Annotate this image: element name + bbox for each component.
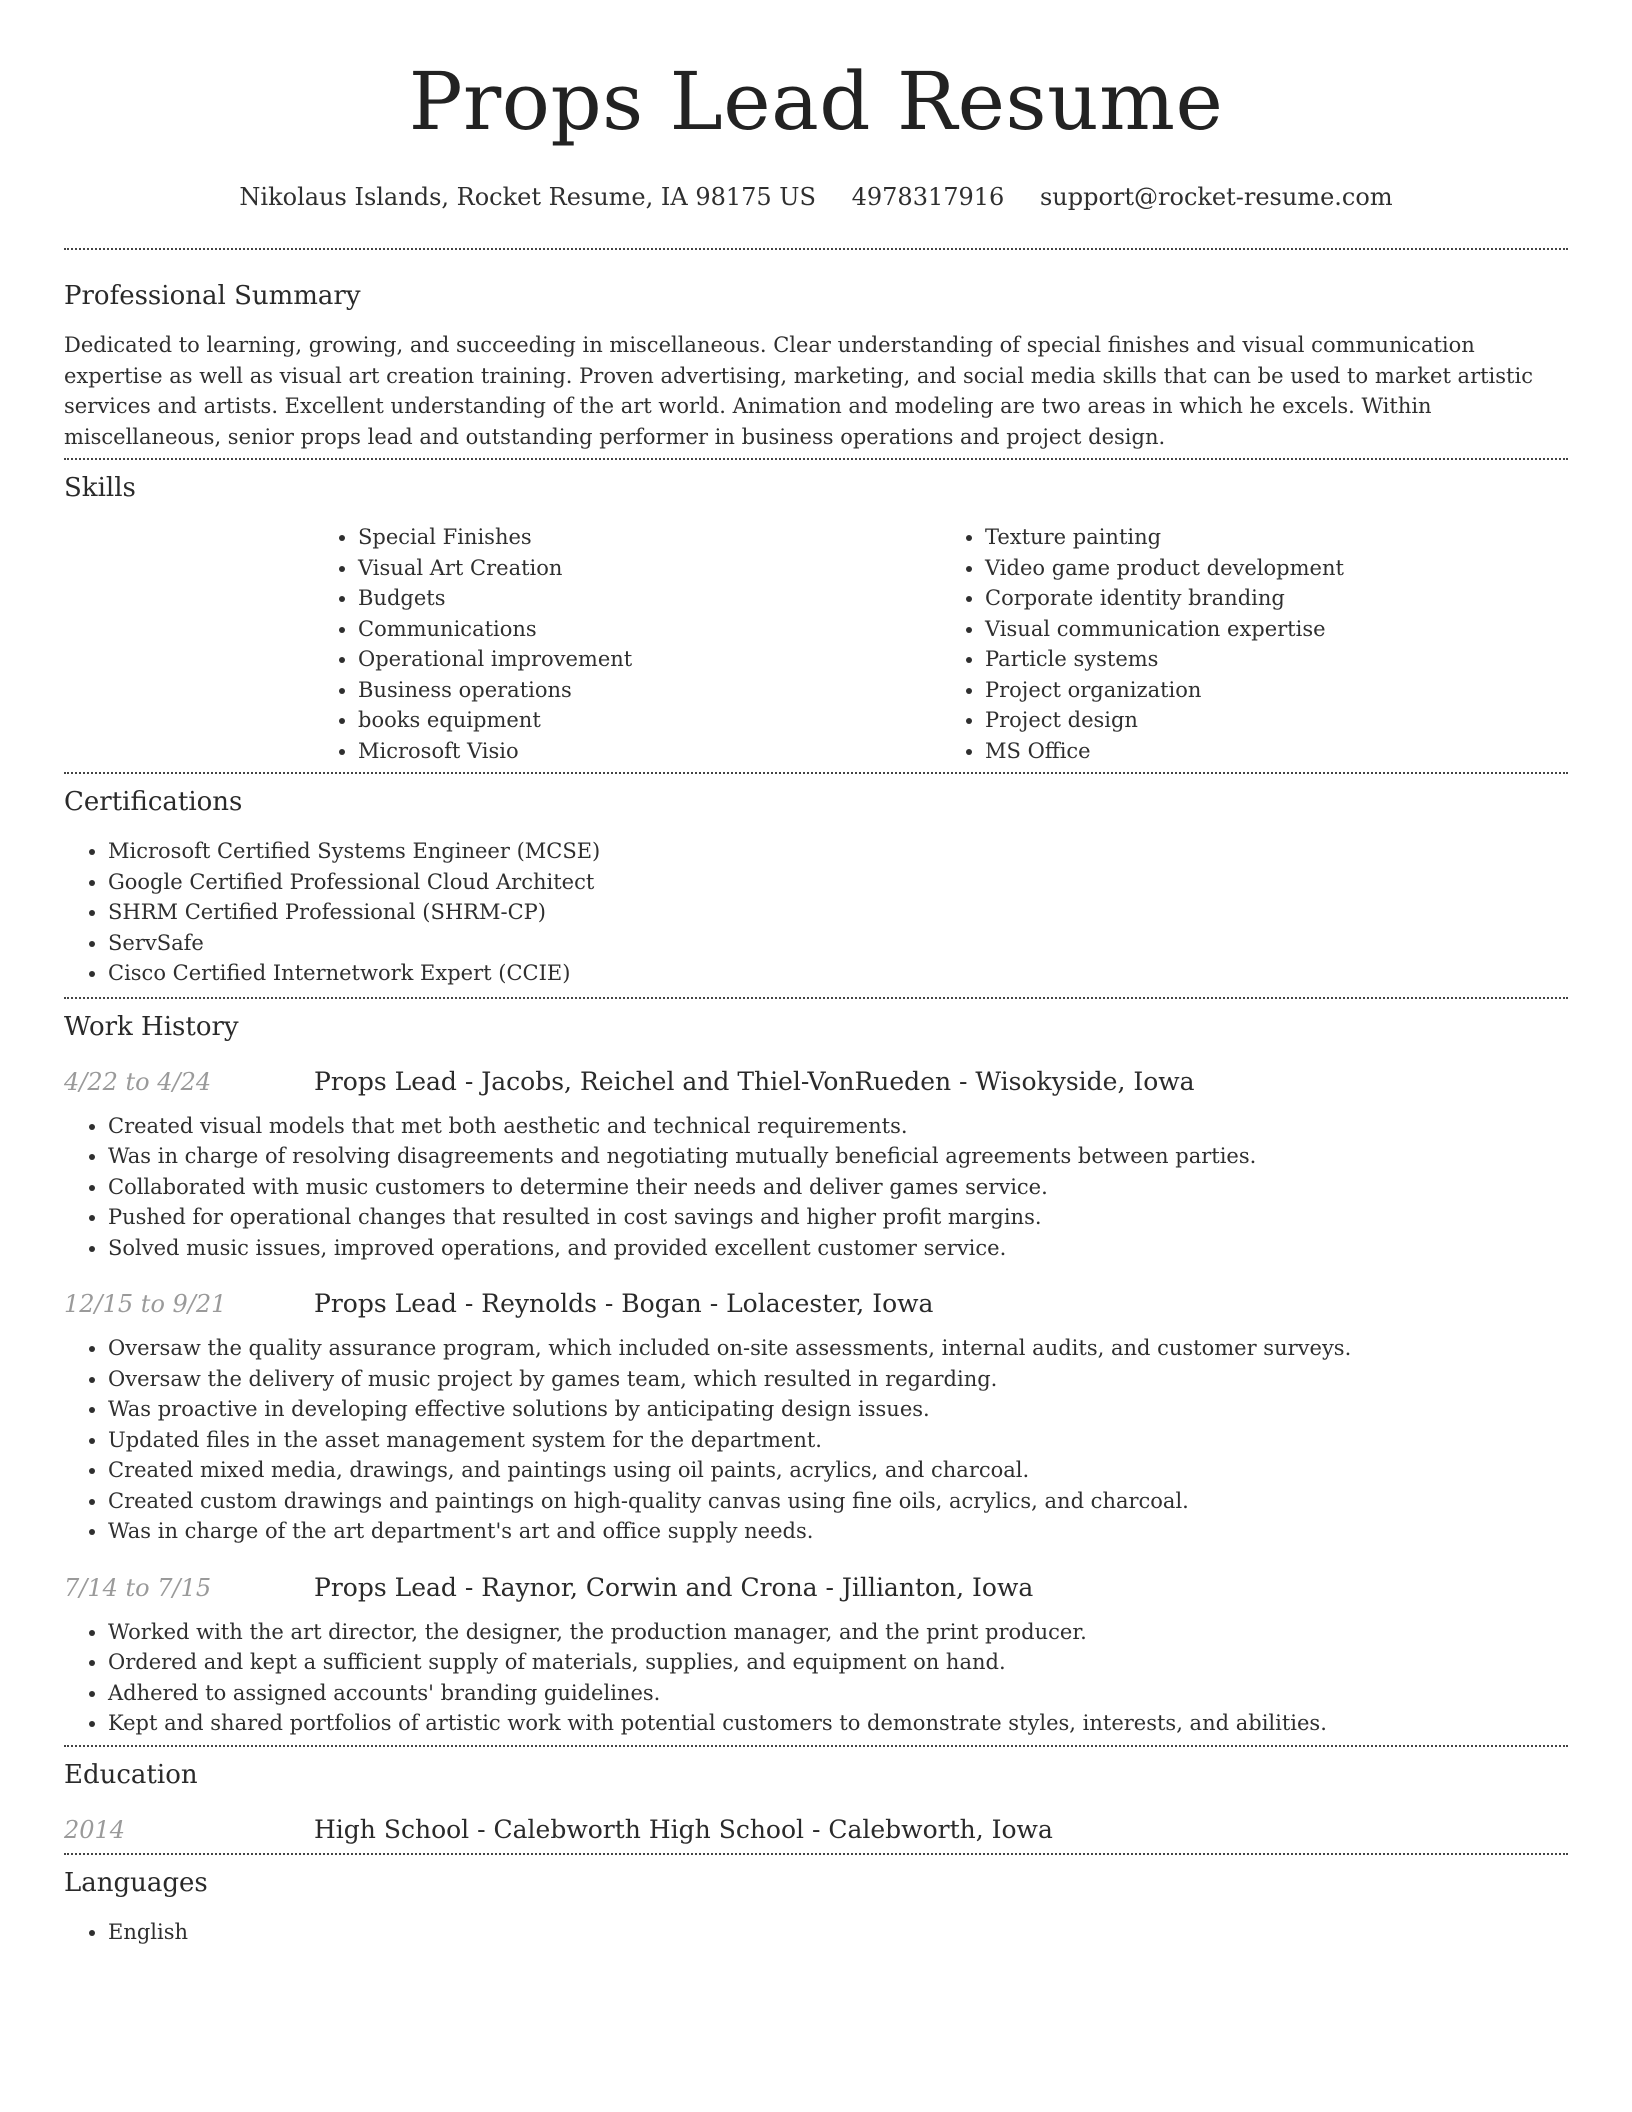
- languages-list: [64, 1917, 1568, 1948]
- certification-item: • Google Certified Professional Cloud Architect: [108, 867, 1568, 898]
- section-divider: [64, 997, 1568, 999]
- contact-address: Nikolaus Islands, Rocket Resume, IA 98175 US: [239, 183, 816, 211]
- education-dates: 2014: [64, 1815, 126, 1844]
- skill-item: • Visual communication expertise: [985, 614, 1568, 645]
- contact-line: [64, 180, 1568, 214]
- skill-item: • Texture painting: [985, 522, 1568, 553]
- skill-item: • Corporate identity branding: [985, 583, 1568, 614]
- job-dates: 7/14 to 7/15: [64, 1573, 212, 1602]
- skill-item: • Project design: [985, 705, 1568, 736]
- contact-phone: 4978317916: [851, 183, 1005, 211]
- skill-item: • Microsoft Visio: [358, 736, 941, 767]
- certification-item: • SHRM Certified Professional (SHRM-CP): [108, 897, 1568, 928]
- job-title: Props Lead - Raynor, Corwin and Crona - Jillianton, Iowa: [314, 1572, 1034, 1602]
- skill-item: • Project organization: [985, 675, 1568, 706]
- section-title-work-history: Work History: [64, 1011, 239, 1042]
- job-dates: 12/15 to 9/21: [64, 1290, 227, 1318]
- certification-item: • Microsoft Certified Systems Engineer (MCSE): [108, 836, 1568, 867]
- contact-email: support@rocket-resume.com: [1039, 183, 1393, 211]
- job-bullet: • Adhered to assigned accounts' branding guidelines.: [108, 1678, 1568, 1709]
- job-title: Props Lead - Reynolds - Bogan - Lolacester, Iowa: [314, 1289, 934, 1318]
- job-bullet: • Oversaw the delivery of music project by games team, which resulted in regarding.: [108, 1364, 1568, 1395]
- section-title-summary: Professional Summary: [64, 281, 361, 311]
- job-bullet: • Created custom drawings and paintings on high-quality canvas using fine oils, acrylics, and charcoal.: [108, 1486, 1568, 1517]
- section-divider: [64, 1745, 1568, 1747]
- resume-title: Props Lead Resume: [408, 55, 1224, 148]
- job-header: [64, 1571, 1568, 1605]
- job-bullet: • Was in charge of the art department's art and office supply needs.: [108, 1516, 1568, 1547]
- skill-item: • Special Finishes: [358, 522, 941, 553]
- job-bullet: • Was in charge of resolving disagreements and negotiating mutually beneficial agreements between parties.: [108, 1141, 1568, 1172]
- skill-item: • Business operations: [358, 675, 941, 706]
- section-title-languages: Languages: [64, 1867, 208, 1898]
- job-bullets: [64, 1617, 1568, 1739]
- job-bullets: [64, 1333, 1568, 1547]
- section-divider: [64, 248, 1568, 250]
- skill-item: • MS Office: [985, 736, 1568, 767]
- job-bullet: • Oversaw the quality assurance program, which included on-site assessments, internal audits, and customer surveys.: [108, 1333, 1568, 1364]
- skill-item: • Visual Art Creation: [358, 553, 941, 584]
- job-bullets: [64, 1111, 1568, 1264]
- certification-item: • ServSafe: [108, 928, 1568, 959]
- job-header: [64, 1287, 1568, 1321]
- skill-item: • Budgets: [358, 583, 941, 614]
- job-bullet: • Solved music issues, improved operations, and provided excellent customer service.: [108, 1233, 1568, 1264]
- skill-item: • Particle systems: [985, 644, 1568, 675]
- job-bullet: • Kept and shared portfolios of artistic work with potential customers to demonstrate styles, interests, and abilities.: [108, 1708, 1568, 1739]
- job-bullet: • Was proactive in developing effective solutions by anticipating design issues.: [108, 1394, 1568, 1425]
- job-bullet: • Created visual models that met both aesthetic and technical requirements.: [108, 1111, 1568, 1142]
- education-entry: [64, 1813, 1568, 1847]
- job-bullet: • Updated files in the asset management system for the department.: [108, 1425, 1568, 1456]
- job-bullet: • Worked with the art director, the designer, the production manager, and the print producer.: [108, 1617, 1568, 1648]
- language-item: • English: [108, 1917, 1568, 1948]
- skill-item: • books equipment: [358, 705, 941, 736]
- job-header: [64, 1065, 1568, 1099]
- skill-item: • Video game product development: [985, 553, 1568, 584]
- job-bullet: • Ordered and kept a sufficient supply of materials, supplies, and equipment on hand.: [108, 1647, 1568, 1678]
- section-title-skills: Skills: [64, 473, 136, 503]
- summary-text: Dedicated to learning, growing, and succeeding in miscellaneous. Clear understanding of special finishes and visual communication expertise as well as visual art creation training. Proven advertising, marketing, and social media skills that can be used to market artistic services and artists. Excellent understanding of the art world. Animation and modeling are two areas in which he excels. Within miscellaneous, senior props lead and outstanding performer in business operations and project design.: [64, 333, 1533, 449]
- section-divider: [64, 772, 1568, 774]
- job-bullet: • Pushed for operational changes that resulted in cost savings and higher profit margins.: [108, 1202, 1568, 1233]
- education-title: High School - Calebworth High School - Calebworth, Iowa: [314, 1814, 1053, 1844]
- certifications-list: [64, 836, 1568, 989]
- job-bullet: • Collaborated with music customers to determine their needs and deliver games service.: [108, 1172, 1568, 1203]
- skills-list: [314, 522, 1568, 766]
- job-title: Props Lead - Jacobs, Reichel and Thiel-VonRueden - Wisokyside, Iowa: [314, 1066, 1195, 1096]
- skill-item: • Communications: [358, 614, 941, 645]
- job-bullet: • Created mixed media, drawings, and paintings using oil paints, acrylics, and charcoal.: [108, 1455, 1568, 1486]
- skill-item: • Operational improvement: [358, 644, 941, 675]
- section-divider: [64, 458, 1568, 460]
- section-divider: [64, 1853, 1568, 1855]
- section-title-education: Education: [64, 1759, 198, 1790]
- skills-column-right: [941, 522, 1568, 766]
- skills-column-left: [314, 522, 941, 766]
- certification-item: • Cisco Certified Internetwork Expert (CCIE): [108, 958, 1568, 989]
- section-title-certifications: Certifications: [64, 787, 243, 817]
- job-dates: 4/22 to 4/24: [64, 1067, 212, 1096]
